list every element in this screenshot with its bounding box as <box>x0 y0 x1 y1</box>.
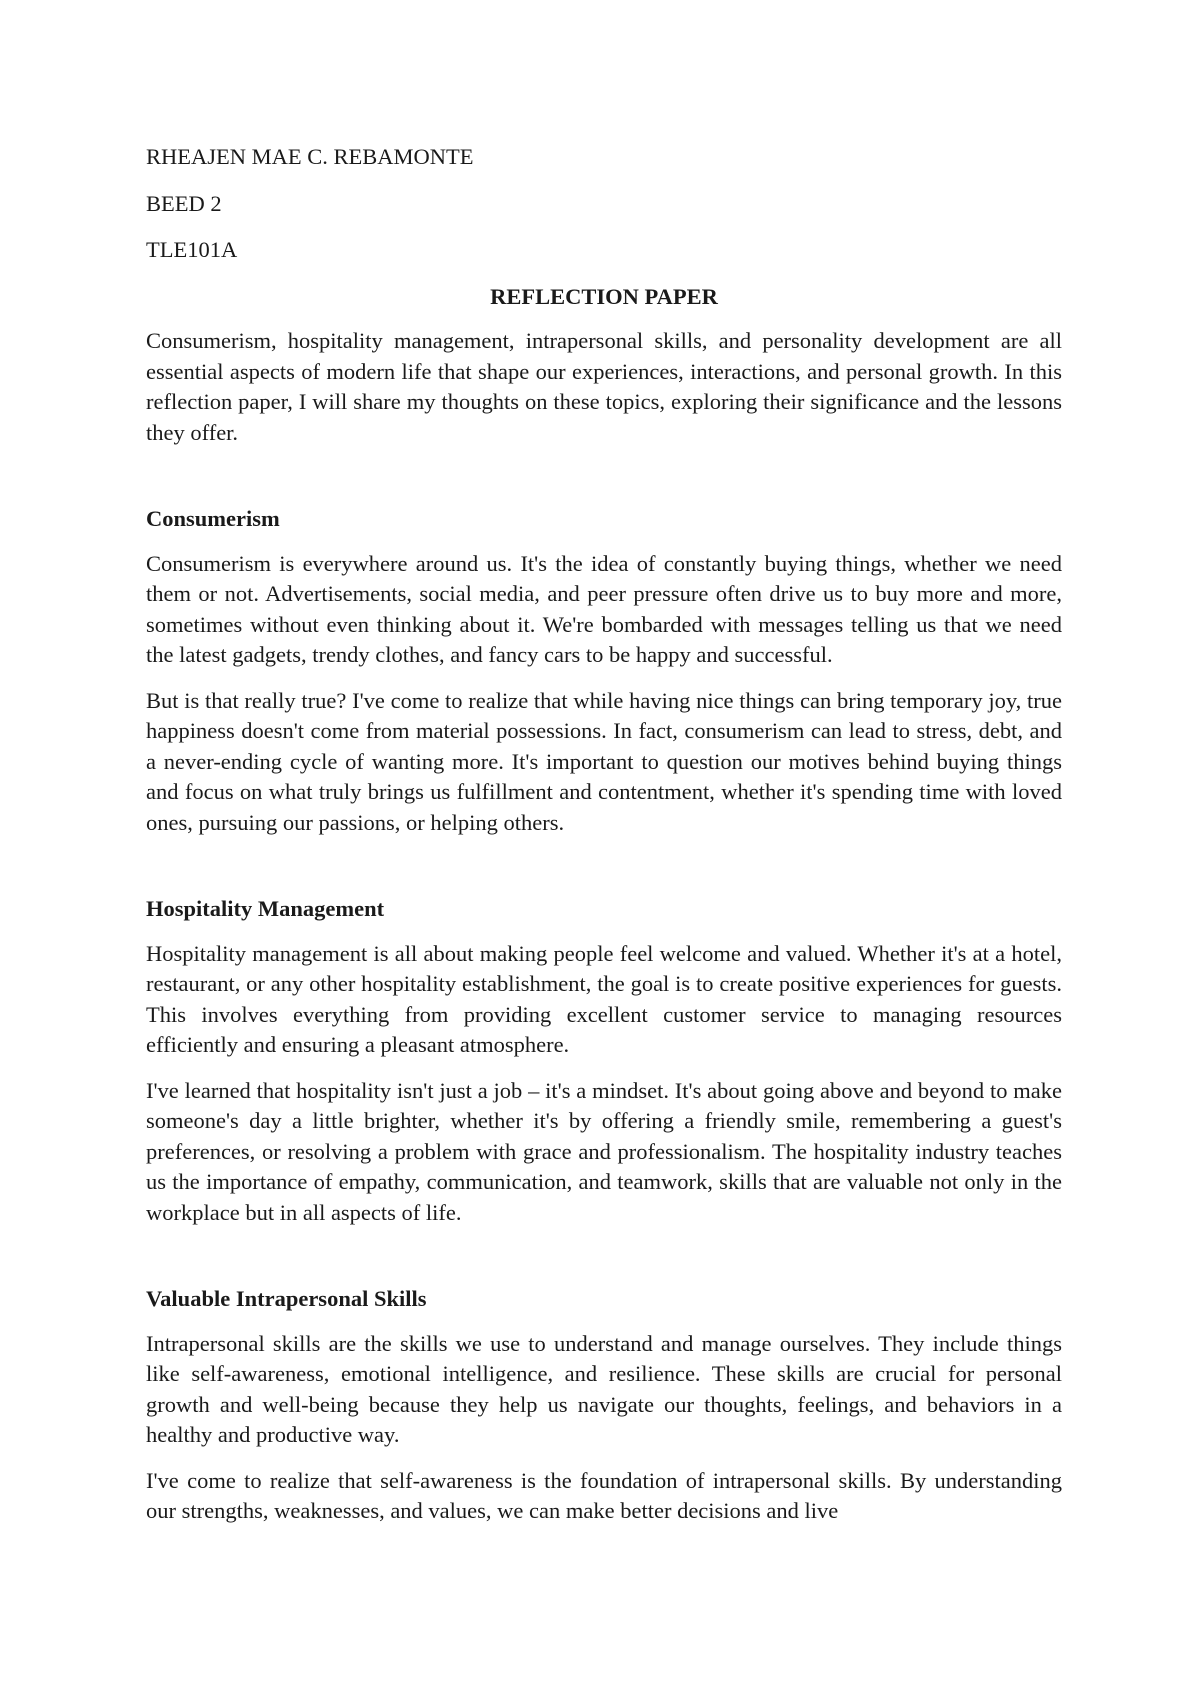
intrapersonal-paragraph-1: Intrapersonal skills are the skills we use to understand and manage ourselves. They include things like self-awareness, emotional intelligence, and resilience. These skills are crucial for personal growth and well-being because they help us navigate our thoughts, feelings, and behaviors in a healthy and productive way. <box>146 1330 1062 1447</box>
author-name: RHEAJEN MAE C. REBAMONTE <box>146 144 474 169</box>
hospitality-paragraph-1: Hospitality management is all about making people feel welcome and valued. Whether it's at a hotel, restaurant, or any other hospitality establishment, the goal is to create positive experiences for guests. This involves everything from providing excellent customer service to managing resources efficiently and ensuring a pleasant atmosphere. <box>146 940 1062 1057</box>
intro-paragraph: Consumerism, hospitality management, intrapersonal skills, and personality development are all essential aspects of modern life that shape our experiences, interactions, and personal growth. In this reflection paper, I will share my thoughts on these topics, exploring their significance and the lessons they offer. <box>146 328 1062 445</box>
section-heading-hospitality: Hospitality Management <box>146 896 385 921</box>
paper-title: REFLECTION PAPER <box>490 283 718 309</box>
course-label: BEED 2 <box>146 190 222 216</box>
intrapersonal-paragraph-2: I've come to realize that self-awareness is the foundation of intrapersonal skills. By understanding our strengths, weaknesses, and values, we can make better decisions and live <box>146 1467 1062 1523</box>
subject-code: TLE101A <box>146 237 238 262</box>
hospitality-paragraph-2: I've learned that hospitality isn't just a job – it's a mindset. It's about going above and beyond to make someone's day a little brighter, whether it's by offering a friendly smile, remembering a guest's preferences, or resolving a problem with grace and professionalism. The hospitality industry teaches us the importance of empathy, communication, and teamwork, skills that are valuable not only in the workplace but in all aspects of life. <box>146 1077 1062 1225</box>
document-body <box>146 142 1062 1527</box>
section-heading-consumerism: Consumerism <box>146 506 280 531</box>
consumerism-paragraph-1: Consumerism is everywhere around us. It's the idea of constantly buying things, whether we need them or not. Advertisements, social media, and peer pressure often drive us to buy more and more, sometimes without even thinking about it. We're bombarded with messages telling us that we need the latest gadgets, trendy clothes, and fancy cars to be happy and successful. <box>146 550 1062 667</box>
consumerism-paragraph-2: But is that really true? I've come to realize that while having nice things can bring temporary joy, true happiness doesn't come from material possessions. In fact, consumerism can lead to stress, debt, and a never-ending cycle of wanting more. It's important to question our motives behind buying things and focus on what truly brings us fulfillment and contentment, whether it's spending time with loved ones, pursuing our passions, or helping others. <box>146 687 1062 835</box>
section-heading-intrapersonal: Valuable Intrapersonal Skills <box>146 1286 427 1311</box>
